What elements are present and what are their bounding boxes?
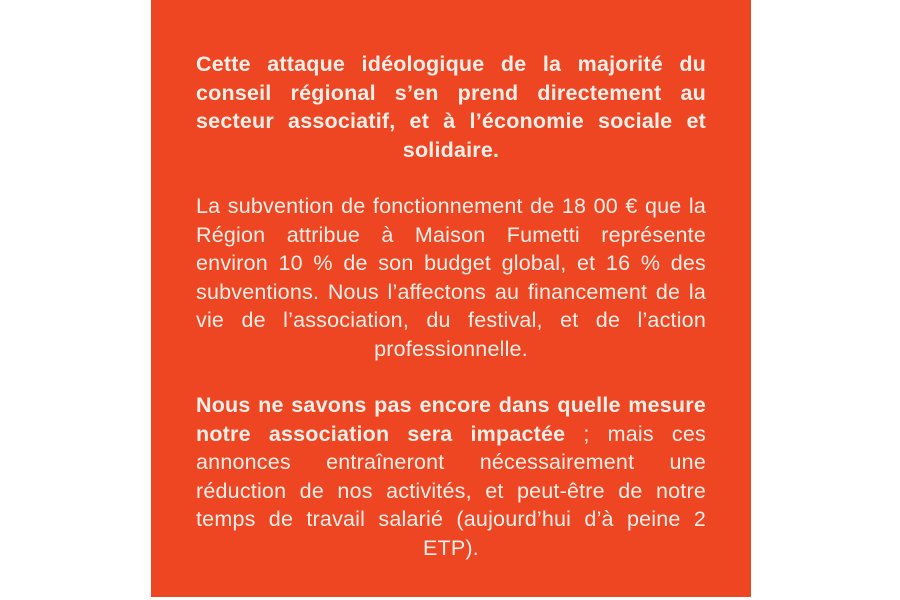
- paragraph-impact-statement: [196, 391, 706, 562]
- paragraph-impact-rest: ; mais ces annonces entraîneront nécessairement une réduction de nos activités, et peut-être de notre temps de travail salarié (aujourd’hui d’à peine 2 ETP).: [196, 421, 706, 560]
- paragraph-attack-statement: Cette attaque idéologique de la majorité du conseil régional s’en prend directement au secteur associatif, et à l’économie sociale et solidaire.: [196, 52, 706, 162]
- paragraph-impact-bold-lead: Nous ne savons pas encore dans quelle mesure notre association sera impactée: [196, 393, 706, 446]
- statement-card: [151, 0, 751, 597]
- paragraph-subvention-details: La subvention de fonctionnement de 18 00 € que la Région attribue à Maison Fumetti représente environ 10 % de son budget global, et 16 % des subventions. Nous l’affectons au financement de la vie de l’association, du festival, et de l’action professionnelle.: [196, 194, 706, 361]
